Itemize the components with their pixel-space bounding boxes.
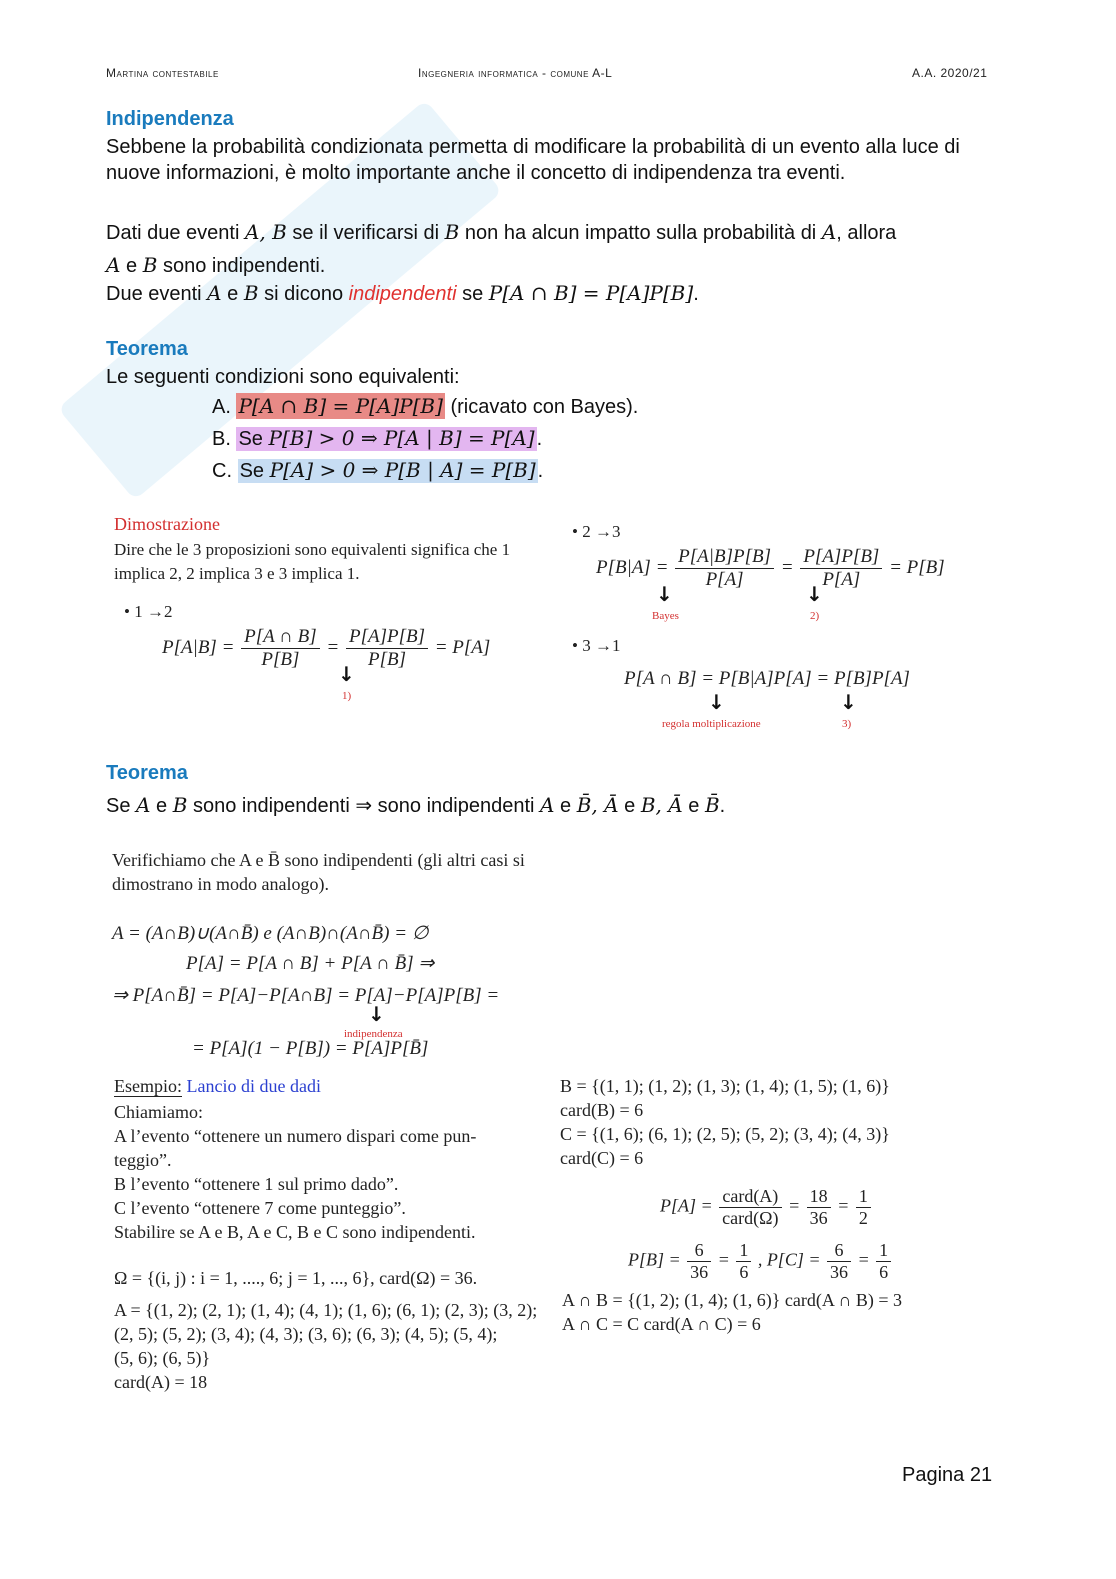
equation-1-2 [162,626,490,671]
example-heading [114,1074,321,1098]
denominator: card(Ω) [722,1208,779,1228]
item-label: B. [212,428,231,450]
eq-sign: = [717,1249,730,1270]
denominator: 36 [809,1208,828,1228]
text-segment: se [456,283,489,305]
item-label: C. [212,460,232,482]
item-prefix: Se [239,460,270,482]
math-inline: P[A] > 0 ⇒ P[B | A] = P[B] [269,458,536,482]
numerator: 1 [856,1186,871,1208]
paragraph-definition [106,216,1006,282]
card-b: card(B) = 6 [560,1100,644,1120]
math-inline: A [207,281,222,305]
text-segment: e [221,283,244,305]
header-year: A.A. 2020/21 [912,66,988,80]
math-inline: A, B [244,220,287,244]
math-inline: A [540,793,555,817]
fraction [719,1186,781,1229]
theorem-item-a [212,393,638,420]
numerator: card(A) [719,1186,781,1208]
math-inline: P[A ∩ B] = P[A]P[B] [488,281,694,305]
theorem-intro: Le seguenti condizioni sono equivalenti: [106,366,460,388]
eq-lhs: P[A] = [660,1195,713,1216]
text-segment: . [719,795,726,817]
denominator: P[A] [822,569,861,590]
paragraph-independence-def [106,280,1006,307]
proof2-line-2: P[A] = P[A ∩ B] + P[A ∩ B̄] ⇒ [186,953,435,974]
item-prefix: Se [238,428,269,450]
numerator: P[A]P[B] [346,626,428,649]
paragraph-intro: Sebbene la probabilità condizionata permetta di modificare la probabilità di un evento alla luce di nuove informazioni, è molto importante anche il concetto di indipendenza tra eventi. [106,136,960,184]
eq-sign: = [780,556,794,578]
text-segment: . [693,283,699,305]
math-highlight-purple [236,427,536,451]
arrow-down-icon: ↓ [806,582,823,606]
bullet-2-3: • 2 →3 [572,522,621,541]
numerator: P[A|B]P[B] [675,546,774,569]
text-segment: Se [106,795,137,817]
math-inline: A [106,253,121,277]
set-a-line-3: (5, 6); (6, 5)} [114,1348,211,1368]
annotation-regola: regola moltiplicazione [662,718,761,730]
intersection-ac: A ∩ C = C card(A ∩ C) = 6 [562,1314,761,1334]
eq-sign: = [857,1249,870,1270]
page-number: Pagina 21 [902,1464,993,1486]
intersection-ab: A ∩ B = {(1, 2); (1, 4); (1, 6)} card(A ∩ B) = 3 [562,1290,903,1310]
fraction [856,1186,871,1229]
math-inline: P[B] > 0 ⇒ P[A | B] = P[A] [268,426,535,450]
set-c: C = {(1, 6); (6, 1); (2, 5); (5, 2); (3, 4); (4, 3)} [560,1124,890,1144]
arrow-down-icon: ↓ [368,1002,385,1026]
example-line-2: A l’evento “ottenere un numero dispari come pun- [114,1126,477,1146]
example-line-4: B l’evento “ottenere 1 sul primo dado”. [114,1174,399,1194]
eq-lhs: P[B] = [628,1249,681,1270]
math-inline: B [243,281,259,305]
item-note: (ricavato con Bayes). [444,396,639,418]
eq-sign: = [837,1195,850,1216]
proof-text: Dire che le 3 proposizioni sono equivalenti significa che 1 implica 2, 2 implica 3 e 3 implica 1. [114,540,511,583]
eq-rhs: = P[B] [889,556,945,578]
math-inline: A [821,220,837,244]
example-title: Lancio di due dadi [186,1076,321,1096]
eq-mid: , P[C] = [757,1249,821,1270]
numerator: P[A ∩ B] [241,626,319,649]
annotation-2: 2) [810,610,820,622]
eq-rhs: = P[A] [434,636,491,658]
bullet-1-2: • 1 →2 [124,602,173,621]
equation-2-3 [596,546,945,591]
fraction [346,626,428,671]
denominator: 36 [829,1262,848,1282]
text-segment: Due eventi [106,283,208,305]
text-segment: e [150,795,173,817]
arrow-down-icon: ↓ [708,690,725,714]
equation-pa [660,1186,873,1229]
annotation-indipendenza: indipendenza [344,1028,403,1040]
math-inline: B [172,793,188,817]
set-b: B = {(1, 1); (1, 2); (1, 3); (1, 4); (1, 5); (1, 6)} [560,1076,890,1096]
fraction [675,546,774,591]
theorem-statement [106,792,725,819]
denominator: 6 [739,1262,749,1282]
numerator: 6 [687,1240,711,1262]
annotation-3: 3) [842,718,852,730]
item-note: . [537,460,544,482]
math-inline: A [136,793,151,817]
section-title-teorema-1: Teorema [106,338,188,360]
denominator: 36 [690,1262,709,1282]
section-title-indipendenza: Indipendenza [106,108,234,130]
item-label: A. [212,396,231,418]
item-note: . [536,428,543,450]
text-segment: e [682,795,705,817]
proof2-text: Verifichiamo che A e B̄ sono indipendenti (gli altri casi si dimostrano in modo analogo). [112,850,525,894]
theorem-item-c [212,457,543,484]
math-inline: B̄ [704,793,720,817]
math-highlight-red: P[A ∩ B] = P[A]P[B] [238,394,443,418]
example-line-5: C l’evento “ottenere 7 come punteggio”. [114,1198,406,1218]
fraction [827,1240,851,1283]
text-segment: e [618,795,641,817]
set-a-line-2: (2, 5); (5, 2); (3, 4); (4, 3); (3, 6); (6, 3); (4, 5); (5, 4); [114,1324,498,1344]
example-line-1: Chiamiamo: [114,1102,203,1122]
text-segment: sono indipendenti. [157,255,326,277]
math-inline: B, Ā [640,793,683,817]
set-a-line-1: A = {(1, 2); (2, 1); (1, 4); (4, 1); (1, 6); (6, 1); (2, 3); (3, 2); [114,1300,538,1320]
annotation-bayes: Bayes [652,610,679,622]
numerator: 6 [827,1240,851,1262]
math-inline: B [444,220,460,244]
math-highlight-blue [238,459,538,483]
equation-pb-pc [628,1240,893,1283]
arrow-down-icon: ↓ [656,582,673,606]
math-inline: B [142,253,158,277]
card-c: card(C) = 6 [560,1148,644,1168]
numerator: 1 [736,1240,751,1262]
denominator: 6 [879,1262,889,1282]
eq-sign: = [788,1195,801,1216]
eq-lhs: P[B|A] = [596,556,669,578]
denominator: 2 [858,1208,868,1228]
header-author: Martina contestabile [106,66,219,80]
denominator: P[B] [367,649,406,670]
example-label: Esempio: [114,1076,182,1096]
numerator: P[A]P[B] [800,546,882,569]
fraction [736,1240,751,1283]
omega-definition: Ω = {(i, j) : i = 1, ...., 6; j = 1, ..., 6}, card(Ω) = 36. [114,1268,478,1288]
annotation-1: 1) [342,690,352,702]
text-segment: se il verificarsi di [286,222,445,244]
text-segment: Dati due eventi [106,222,245,244]
proof2-line-4: = P[A](1 − P[B]) = P[A]P[B̄] [192,1038,429,1059]
numerator: 1 [876,1240,891,1262]
eq-lhs: P[A|B] = [162,636,235,658]
eq-sign: = [326,636,340,658]
example-line-6: Stabilire se A e B, A e C, B e C sono indipendenti. [114,1222,476,1242]
text-segment: sono indipendenti ⇒ sono indipendenti [187,795,541,817]
proof2-line-1: A = (A∩B)∪(A∩B̄) e (A∩B)∩(A∩B̄) = ∅ [112,923,429,944]
math-inline: B̄, Ā [576,793,619,817]
text-segment: e [554,795,577,817]
denominator: P[A] [705,569,744,590]
header-course: Ingegneria informatica - comune A-L [418,66,613,80]
fraction [876,1240,891,1283]
text-segment: , allora [836,222,897,244]
theorem-item-b [212,425,542,452]
numerator: 18 [807,1186,831,1208]
fraction [241,626,319,671]
highlight-term: indipendenti [348,283,457,305]
proof-title: Dimostrazione [114,514,220,534]
text-segment: non ha alcun impatto sulla probabilità di [459,222,822,244]
card-a: card(A) = 18 [114,1372,208,1392]
denominator: P[B] [261,649,300,670]
fraction [687,1240,711,1283]
arrow-down-icon: ↓ [338,662,355,686]
example-line-3: teggio”. [114,1150,172,1170]
arrow-down-icon: ↓ [840,690,857,714]
equation-3-1: P[A ∩ B] = P[B|A]P[A] = P[B]P[A] [624,668,910,689]
section-title-teorema-2: Teorema [106,762,188,784]
text-segment: e [120,255,143,277]
proof2-line-3: ⇒ P[A∩B̄] = P[A]−P[A∩B] = P[A]−P[A]P[B] = [112,985,500,1006]
bullet-3-1: • 3 →1 [572,636,621,655]
text-segment: si dicono [258,283,349,305]
fraction [807,1186,831,1229]
